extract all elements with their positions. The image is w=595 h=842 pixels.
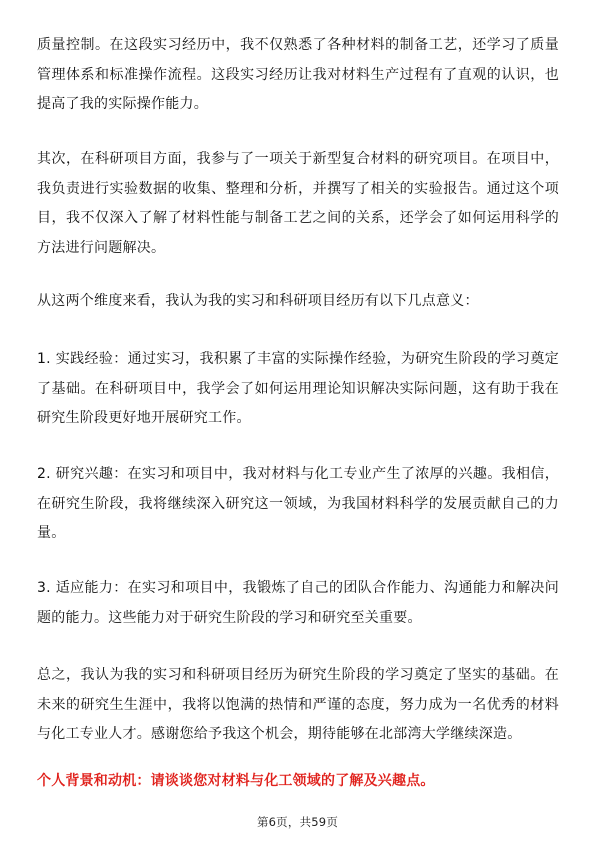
paragraph-significance-intro: 从这两个维度来看，我认为我的实习和科研项目经历有以下几点意义： <box>37 293 479 309</box>
paragraph-point-interest: 2. 研究兴趣：在实习和项目中，我对材料与化工专业产生了浓厚的兴趣。我相信，在研究生阶段，我将继续深入研究这一领域，为我国材料科学的发展贡献自己的力量。 <box>37 466 559 541</box>
paragraph-quality-control: 质量控制。在这段实习经历中，我不仅熟悉了各种材料的制备工艺，还学习了质量管理体系和标准操作流程。这段实习经历让我对材料生产过程有了直观的认识，也提高了我的实际操作能力。 <box>37 37 559 112</box>
paragraph-point-adaptability: 3. 适应能力：在实习和项目中，我锻炼了自己的团队合作能力、沟通能力和解决问题的能力。这些能力对于研究生阶段的学习和研究至关重要。 <box>37 580 559 626</box>
page-number-footer: 第6页，共59页 <box>256 815 339 829</box>
paragraph-conclusion: 总之，我认为我的实习和科研项目经历为研究生阶段的学习奠定了坚实的基础。在未来的研究生生涯中，我将以饱满的热情和严谨的态度，努力成为一名优秀的材料与化工专业人才。感谢您给予我这个机会，期待能够在北部湾大学继续深造。 <box>37 667 559 742</box>
paragraph-research-project: 其次，在科研项目方面，我参与了一项关于新型复合材料的研究项目。在项目中，我负责进行实验数据的收集、整理和分析，并撰写了相关的实验报告。通过这个项目，我不仅深入了解了材料性能与制备工艺之间的关系，还学会了如何运用科学的方法进行问题解决。 <box>37 151 559 256</box>
question-heading: 个人背景和动机：请谈谈您对材料与化工领域的了解及兴趣点。 <box>37 773 435 789</box>
paragraph-point-practice: 1. 实践经验：通过实习，我积累了丰富的实际操作经验，为研究生阶段的学习奠定了基础。在科研项目中，我学会了如何运用理论知识解决实际问题，这有助于我在研究生阶段更好地开展研究工作。 <box>37 351 559 426</box>
